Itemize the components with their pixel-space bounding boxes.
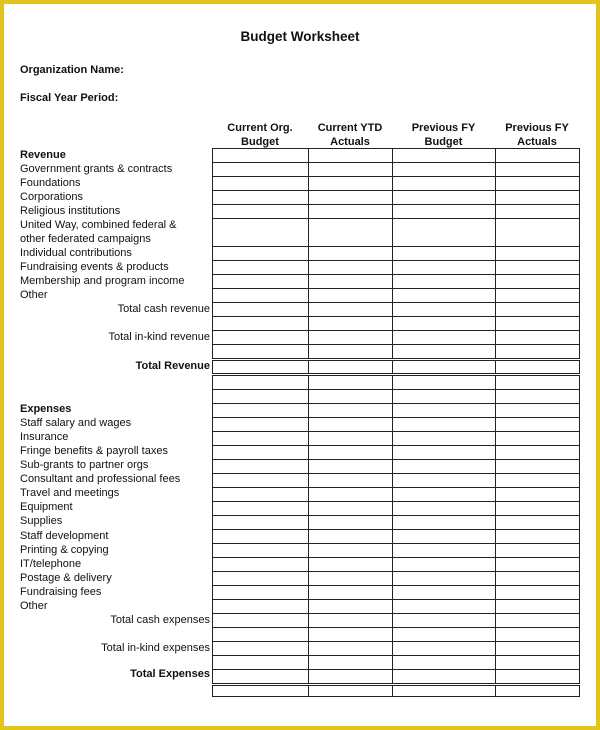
- budget-cell[interactable]: [392, 487, 496, 502]
- budget-cell[interactable]: [308, 571, 393, 586]
- expense-item: Equipment: [20, 501, 73, 513]
- budget-cell[interactable]: [212, 389, 309, 404]
- expense-item: Staff salary and wages: [20, 417, 132, 429]
- organization-name-label: Organization Name:: [20, 64, 124, 76]
- budget-cell[interactable]: [308, 176, 393, 191]
- budget-cell[interactable]: [392, 431, 496, 446]
- expense-item: Postage & delivery: [20, 572, 112, 584]
- revenue-item: Membership and program income: [20, 275, 185, 287]
- budget-cell[interactable]: [212, 599, 309, 614]
- budget-cell[interactable]: [392, 641, 496, 656]
- budget-cell[interactable]: [392, 655, 496, 670]
- budget-cell[interactable]: [308, 431, 393, 446]
- revenue-item: Foundations: [20, 177, 81, 189]
- budget-cell[interactable]: [212, 176, 309, 191]
- budget-cell[interactable]: [495, 501, 580, 516]
- budget-cell[interactable]: [392, 389, 496, 404]
- budget-cell[interactable]: [308, 389, 393, 404]
- budget-cell[interactable]: [212, 375, 309, 390]
- budget-cell[interactable]: [495, 641, 580, 656]
- budget-cell[interactable]: [495, 459, 580, 474]
- budget-cell[interactable]: [495, 204, 580, 219]
- budget-cell[interactable]: [212, 204, 309, 219]
- budget-cell[interactable]: [495, 431, 580, 446]
- budget-cell[interactable]: [495, 473, 580, 488]
- budget-cell[interactable]: [212, 543, 309, 558]
- budget-cell[interactable]: [212, 627, 309, 642]
- budget-cell[interactable]: [308, 148, 393, 163]
- budget-cell[interactable]: [495, 274, 580, 289]
- budget-cell[interactable]: [495, 613, 580, 628]
- revenue-item: Fundraising events & products: [20, 261, 169, 273]
- budget-cell[interactable]: [308, 190, 393, 205]
- budget-cell[interactable]: [308, 360, 393, 374]
- budget-cell[interactable]: [392, 190, 496, 205]
- budget-cell[interactable]: [308, 288, 393, 303]
- budget-cell[interactable]: [212, 148, 309, 163]
- expense-item: Other: [20, 600, 48, 612]
- revenue-item: Individual contributions: [20, 247, 132, 259]
- total-cash-expenses-label: Total cash expenses: [110, 614, 210, 626]
- budget-cell[interactable]: [212, 669, 309, 684]
- budget-cell[interactable]: [308, 641, 393, 656]
- budget-cell[interactable]: [308, 246, 393, 261]
- budget-cell[interactable]: [212, 641, 309, 656]
- budget-cell[interactable]: [495, 389, 580, 404]
- budget-cell[interactable]: [495, 487, 580, 502]
- budget-cell[interactable]: [212, 501, 309, 516]
- budget-cell[interactable]: [495, 599, 580, 614]
- total-cash-revenue-label: Total cash revenue: [117, 303, 210, 315]
- expense-item: Printing & copying: [20, 544, 109, 556]
- budget-cell[interactable]: [495, 375, 580, 390]
- budget-cell[interactable]: [495, 302, 580, 317]
- budget-cell[interactable]: [212, 360, 309, 374]
- budget-cell[interactable]: [495, 176, 580, 191]
- total-expenses-label: Total Expenses: [130, 668, 210, 680]
- budget-cell[interactable]: [308, 543, 393, 558]
- budget-cell[interactable]: [212, 330, 309, 345]
- budget-cell[interactable]: [308, 655, 393, 670]
- budget-cell[interactable]: [495, 344, 580, 359]
- expense-item: Fundraising fees: [20, 586, 102, 598]
- budget-cell[interactable]: [495, 288, 580, 303]
- budget-cell[interactable]: [308, 613, 393, 628]
- expense-item: Supplies: [20, 515, 63, 527]
- budget-cell[interactable]: [212, 403, 309, 418]
- budget-cell[interactable]: [392, 571, 496, 586]
- total-inkind-expenses-label: Total in-kind expenses: [101, 642, 210, 654]
- budget-cell[interactable]: [495, 543, 580, 558]
- budget-cell[interactable]: [392, 685, 496, 697]
- revenue-heading: Revenue: [20, 149, 66, 161]
- budget-cell[interactable]: [392, 375, 496, 390]
- budget-cell[interactable]: [392, 543, 496, 558]
- budget-cell[interactable]: [308, 162, 393, 177]
- expenses-heading: Expenses: [20, 403, 72, 415]
- budget-cell[interactable]: [212, 302, 309, 317]
- budget-cell[interactable]: [308, 445, 393, 460]
- budget-cell[interactable]: [212, 246, 309, 261]
- revenue-item: United Way, combined federal &: [20, 219, 177, 231]
- page-title: Budget Worksheet: [240, 29, 360, 44]
- budget-cell[interactable]: [495, 316, 580, 331]
- budget-cell[interactable]: [392, 501, 496, 516]
- budget-cell[interactable]: [392, 246, 496, 261]
- budget-cell[interactable]: [392, 585, 496, 600]
- column-header-previous-budget: Previous FY Budget: [411, 122, 476, 148]
- budget-cell[interactable]: [392, 288, 496, 303]
- total-revenue-label: Total Revenue: [135, 360, 210, 372]
- budget-cell[interactable]: [495, 162, 580, 177]
- budget-cell[interactable]: [495, 417, 580, 432]
- budget-cell[interactable]: [392, 669, 496, 684]
- revenue-item: Other: [20, 289, 48, 301]
- budget-cell[interactable]: [392, 360, 496, 374]
- budget-cell[interactable]: [392, 515, 496, 530]
- budget-cell[interactable]: [212, 459, 309, 474]
- budget-cell[interactable]: [392, 599, 496, 614]
- budget-cell[interactable]: [392, 260, 496, 275]
- expense-item: Consultant and professional fees: [20, 473, 181, 485]
- column-header-current-ytd: Current YTD Actuals: [317, 122, 383, 148]
- expense-item: Fringe benefits & payroll taxes: [20, 445, 168, 457]
- budget-cell[interactable]: [212, 655, 309, 670]
- budget-cell[interactable]: [392, 445, 496, 460]
- budget-cell[interactable]: [308, 473, 393, 488]
- budget-cell[interactable]: [212, 344, 309, 359]
- expense-item: Sub-grants to partner orgs: [20, 459, 149, 471]
- budget-cell[interactable]: [308, 344, 393, 359]
- budget-cell[interactable]: [495, 529, 580, 544]
- budget-cell[interactable]: [212, 557, 309, 572]
- budget-cell[interactable]: [308, 685, 393, 697]
- budget-cell[interactable]: [392, 316, 496, 331]
- budget-cell[interactable]: [212, 417, 309, 432]
- budget-cell[interactable]: [212, 529, 309, 544]
- budget-cell[interactable]: [392, 403, 496, 418]
- expense-item: Travel and meetings: [20, 487, 120, 499]
- budget-cell[interactable]: [308, 459, 393, 474]
- expense-item: IT/telephone: [20, 558, 82, 570]
- budget-cell[interactable]: [212, 515, 309, 530]
- budget-cell[interactable]: [212, 288, 309, 303]
- budget-cell[interactable]: [392, 148, 496, 163]
- budget-cell[interactable]: [495, 330, 580, 345]
- budget-cell[interactable]: [392, 613, 496, 628]
- budget-cell[interactable]: [308, 403, 393, 418]
- fiscal-year-label: Fiscal Year Period:: [20, 92, 119, 104]
- budget-cell[interactable]: [212, 473, 309, 488]
- budget-cell[interactable]: [308, 627, 393, 642]
- budget-cell[interactable]: [392, 459, 496, 474]
- budget-cell[interactable]: [308, 515, 393, 530]
- budget-cell[interactable]: [212, 218, 309, 247]
- budget-cell[interactable]: [495, 190, 580, 205]
- budget-cell[interactable]: [308, 417, 393, 432]
- budget-cell[interactable]: [495, 571, 580, 586]
- budget-cell[interactable]: [495, 360, 580, 374]
- budget-cell[interactable]: [308, 585, 393, 600]
- budget-cell[interactable]: [212, 585, 309, 600]
- budget-cell[interactable]: [308, 302, 393, 317]
- budget-cell[interactable]: [392, 330, 496, 345]
- budget-cell[interactable]: [212, 445, 309, 460]
- budget-cell[interactable]: [308, 204, 393, 219]
- budget-cell[interactable]: [392, 302, 496, 317]
- budget-cell[interactable]: [392, 473, 496, 488]
- budget-cell[interactable]: [212, 260, 309, 275]
- budget-cell[interactable]: [308, 274, 393, 289]
- expense-item: Staff development: [20, 530, 109, 542]
- revenue-item: Religious institutions: [20, 205, 121, 217]
- budget-cell[interactable]: [212, 613, 309, 628]
- budget-cell[interactable]: [495, 515, 580, 530]
- budget-cell[interactable]: [392, 529, 496, 544]
- budget-cell[interactable]: [308, 316, 393, 331]
- revenue-item: Corporations: [20, 191, 83, 203]
- revenue-item: Government grants & contracts: [20, 163, 173, 175]
- budget-cell[interactable]: [308, 669, 393, 684]
- budget-cell[interactable]: [308, 330, 393, 345]
- total-inkind-revenue-label: Total in-kind revenue: [108, 331, 210, 343]
- budget-cell[interactable]: [392, 218, 496, 247]
- budget-cell[interactable]: [495, 260, 580, 275]
- budget-cell[interactable]: [212, 431, 309, 446]
- column-header-current-budget: Current Org. Budget: [227, 122, 293, 148]
- budget-cell[interactable]: [495, 148, 580, 163]
- budget-cell[interactable]: [212, 487, 309, 502]
- budget-cell[interactable]: [392, 162, 496, 177]
- budget-cell[interactable]: [392, 176, 496, 191]
- budget-cell[interactable]: [308, 218, 393, 247]
- budget-cell[interactable]: [392, 274, 496, 289]
- budget-cell[interactable]: [495, 655, 580, 670]
- budget-cell[interactable]: [495, 585, 580, 600]
- budget-cell[interactable]: [392, 344, 496, 359]
- budget-cell[interactable]: [308, 501, 393, 516]
- budget-cell[interactable]: [495, 218, 580, 247]
- budget-cell[interactable]: [308, 599, 393, 614]
- budget-cell[interactable]: [495, 445, 580, 460]
- budget-cell[interactable]: [495, 557, 580, 572]
- budget-cell[interactable]: [392, 557, 496, 572]
- expense-item: Insurance: [20, 431, 69, 443]
- budget-cell[interactable]: [308, 487, 393, 502]
- budget-cell[interactable]: [308, 260, 393, 275]
- budget-cell[interactable]: [212, 316, 309, 331]
- budget-cell[interactable]: [212, 685, 309, 697]
- budget-cell[interactable]: [212, 162, 309, 177]
- budget-cell[interactable]: [308, 529, 393, 544]
- budget-cell[interactable]: [212, 190, 309, 205]
- budget-cell[interactable]: [495, 246, 580, 261]
- budget-cell[interactable]: [495, 685, 580, 697]
- column-header-previous-actuals: Previous FY Actuals: [505, 122, 569, 148]
- budget-cell[interactable]: [495, 403, 580, 418]
- budget-cell[interactable]: [495, 627, 580, 642]
- budget-cell[interactable]: [392, 627, 496, 642]
- budget-cell[interactable]: [212, 274, 309, 289]
- budget-cell[interactable]: [308, 375, 393, 390]
- budget-cell[interactable]: [212, 571, 309, 586]
- revenue-item: other federated campaigns: [20, 233, 151, 245]
- budget-cell[interactable]: [495, 669, 580, 684]
- budget-cell[interactable]: [392, 417, 496, 432]
- budget-cell[interactable]: [392, 204, 496, 219]
- budget-cell[interactable]: [308, 557, 393, 572]
